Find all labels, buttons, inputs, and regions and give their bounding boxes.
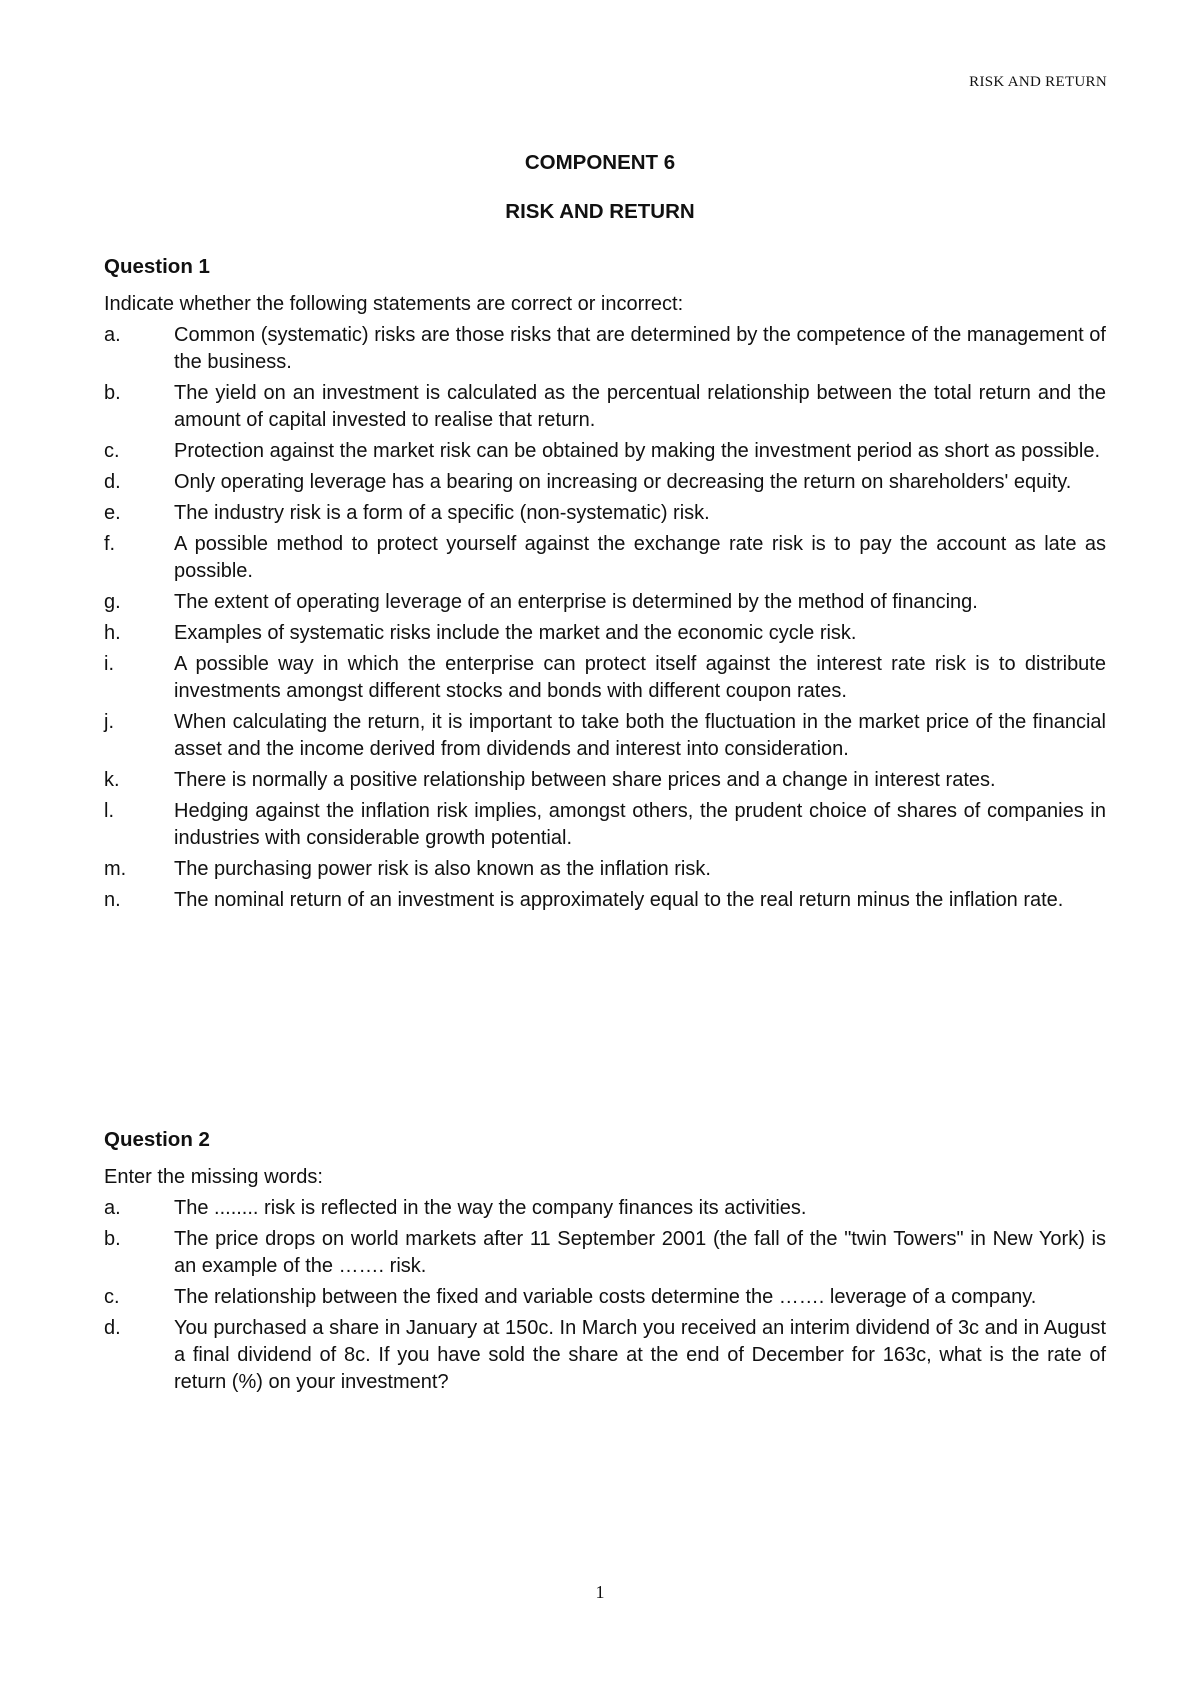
question-1-section bbox=[104, 253, 1106, 918]
item-letter: a. bbox=[104, 1197, 121, 1219]
list-item bbox=[104, 620, 1106, 647]
item-letter: d. bbox=[104, 1317, 121, 1339]
item-letter: m. bbox=[104, 858, 127, 880]
question-2-section bbox=[104, 1126, 1106, 1400]
list-item bbox=[104, 798, 1106, 852]
item-text: There is normally a positive relationship between share prices and a change in interest rates. bbox=[174, 769, 996, 791]
list-item bbox=[104, 856, 1106, 883]
item-text: The price drops on world markets after 11 September 2001 (the fall of the "twin Towers" in New York) is an example of the ……. risk. bbox=[174, 1228, 1106, 1277]
item-text: The purchasing power risk is also known as the inflation risk. bbox=[174, 858, 711, 880]
item-letter: c. bbox=[104, 440, 120, 462]
item-letter: b. bbox=[104, 1228, 121, 1250]
item-text: Protection against the market risk can be obtained by making the investment period as short as possible. bbox=[174, 440, 1101, 462]
item-letter: i. bbox=[104, 653, 114, 675]
item-letter: k. bbox=[104, 769, 120, 791]
list-item bbox=[104, 709, 1106, 763]
item-text: The nominal return of an investment is approximately equal to the real return minus the inflation rate. bbox=[174, 889, 1064, 911]
item-letter: e. bbox=[104, 502, 121, 524]
item-letter: l. bbox=[104, 800, 114, 822]
item-letter: a. bbox=[104, 324, 121, 346]
question-2-heading: Question 2 bbox=[104, 1128, 210, 1151]
question-2-intro: Enter the missing words: bbox=[104, 1166, 323, 1188]
list-item bbox=[104, 767, 1106, 794]
list-item bbox=[104, 500, 1106, 527]
main-title: RISK AND RETURN bbox=[505, 200, 695, 223]
question-1-list bbox=[104, 322, 1106, 914]
item-text: Common (systematic) risks are those risks that are determined by the competence of the management of the business. bbox=[174, 324, 1106, 373]
item-text: The ........ risk is reflected in the way the company finances its activities. bbox=[174, 1197, 807, 1219]
item-letter: b. bbox=[104, 382, 121, 404]
item-text: Only operating leverage has a bearing on increasing or decreasing the return on shareholders' equity. bbox=[174, 471, 1072, 493]
list-item bbox=[104, 1315, 1106, 1396]
item-text: When calculating the return, it is important to take both the fluctuation in the market price of the financial asset and the income derived from dividends and interest into consideration. bbox=[174, 711, 1106, 760]
list-item bbox=[104, 380, 1106, 434]
item-text: A possible way in which the enterprise can protect itself against the interest rate risk is to distribute investments amongst different stocks and bonds with different coupon rates. bbox=[174, 653, 1106, 702]
item-text: The relationship between the fixed and variable costs determine the ……. leverage of a company. bbox=[174, 1286, 1037, 1308]
item-letter: n. bbox=[104, 889, 121, 911]
question-1-heading: Question 1 bbox=[104, 255, 210, 278]
question-2-list bbox=[104, 1195, 1106, 1396]
list-item bbox=[104, 1226, 1106, 1280]
item-text: A possible method to protect yourself against the exchange rate risk is to pay the account as late as possible. bbox=[174, 533, 1106, 582]
list-item bbox=[104, 1284, 1106, 1311]
list-item bbox=[104, 438, 1106, 465]
running-header: RISK AND RETURN bbox=[969, 74, 1107, 90]
question-1-intro: Indicate whether the following statements are correct or incorrect: bbox=[104, 293, 684, 315]
list-item bbox=[104, 322, 1106, 376]
item-text: Hedging against the inflation risk implies, amongst others, the prudent choice of shares of companies in industries with considerable growth potential. bbox=[174, 800, 1106, 849]
list-item bbox=[104, 469, 1106, 496]
page-number: 1 bbox=[595, 1582, 605, 1602]
item-letter: d. bbox=[104, 471, 121, 493]
list-item bbox=[104, 1195, 1106, 1222]
item-letter: g. bbox=[104, 591, 121, 613]
list-item bbox=[104, 589, 1106, 616]
item-letter: f. bbox=[104, 533, 116, 555]
list-item bbox=[104, 651, 1106, 705]
item-text: The industry risk is a form of a specific (non-systematic) risk. bbox=[174, 502, 710, 524]
item-text: The extent of operating leverage of an enterprise is determined by the method of financing. bbox=[174, 591, 978, 613]
item-text: The yield on an investment is calculated as the percentual relationship between the total return and the amount of capital invested to realise that return. bbox=[174, 382, 1106, 431]
item-letter: j. bbox=[104, 711, 114, 733]
item-letter: c. bbox=[104, 1286, 120, 1308]
item-letter: h. bbox=[104, 622, 121, 644]
component-title: COMPONENT 6 bbox=[524, 151, 676, 174]
item-text: Examples of systematic risks include the market and the economic cycle risk. bbox=[174, 622, 857, 644]
list-item bbox=[104, 531, 1106, 585]
list-item bbox=[104, 887, 1106, 914]
item-text: You purchased a share in January at 150c. In March you received an interim dividend of 3c and in August a final dividend of 8c. If you have sold the share at the end of December for 163c, what is the rate of return (%) on your investment? bbox=[174, 1317, 1106, 1393]
